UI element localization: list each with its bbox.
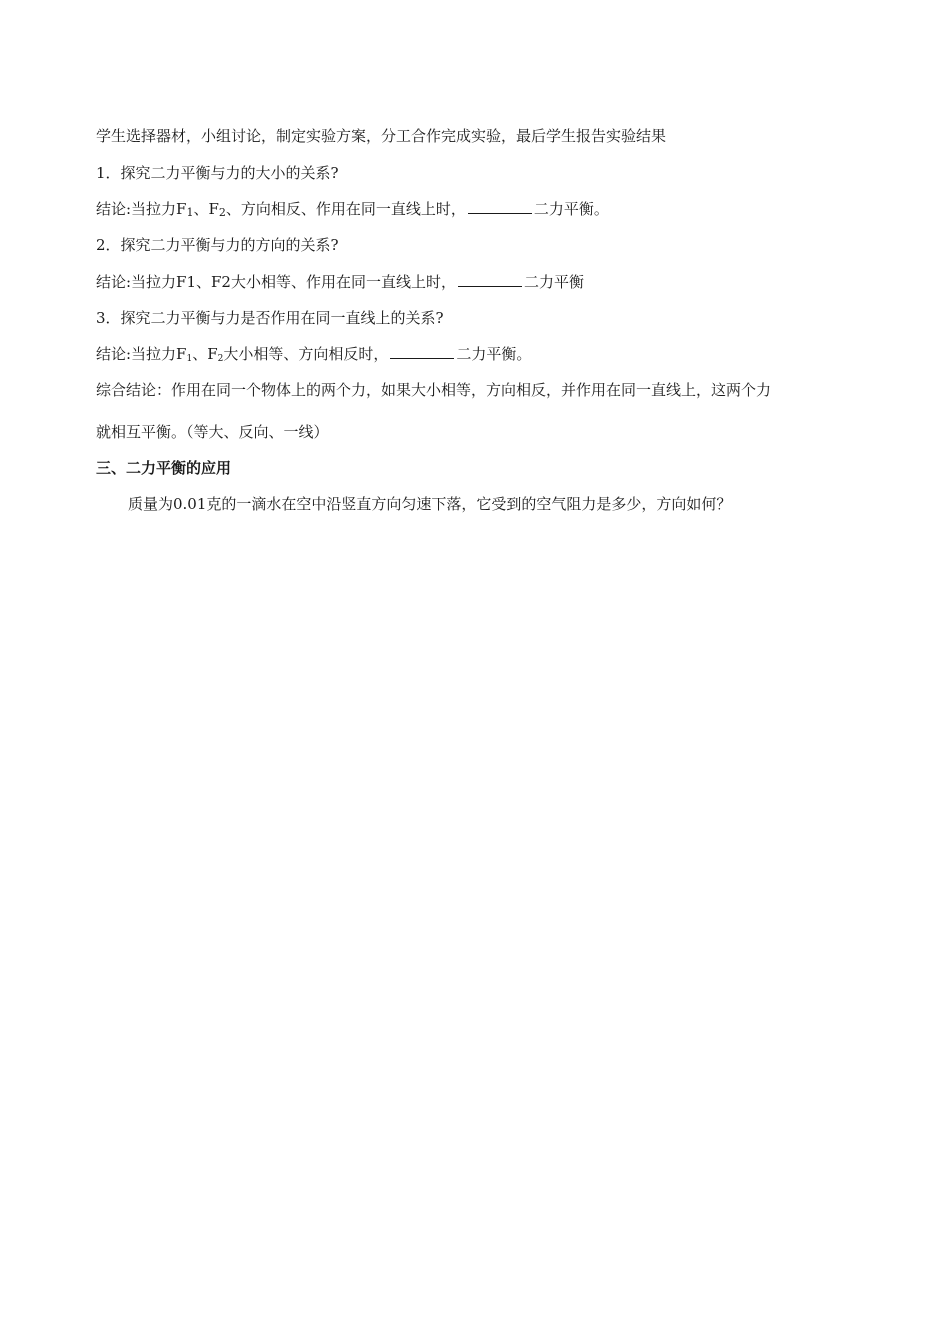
f1-subscript: 1 <box>186 206 194 219</box>
conclusion-3-sep: 、F <box>192 345 218 363</box>
intro-text: 学生选择器材，小组讨论，制定实验方案，分工合作完成实验，最后学生报告实验结果 <box>96 127 667 145</box>
summary-line-1: 综合结论：作用在同一个物体上的两个力，如果大小相等，方向相反，并作用在同一直线上，这两个力 <box>96 381 772 399</box>
application-problem: 质量为0.01克的一滴水在空中沿竖直方向匀速下落，它受到的空气阻力是多少，方向如何？ <box>128 495 732 513</box>
answer-blank-3[interactable] <box>390 344 454 359</box>
conclusion-1 <box>96 199 609 223</box>
conclusion-2 <box>96 272 584 292</box>
question-1: 1．探究二力平衡与力的大小的关系? <box>96 164 339 182</box>
section-3-heading: 三、二力平衡的应用 <box>96 459 232 477</box>
f2-subscript: 2 <box>217 354 224 364</box>
conclusion-3 <box>96 344 531 369</box>
f2-subscript: 2 <box>218 206 226 219</box>
conclusion-3-suffix: 二力平衡。 <box>456 345 532 363</box>
conclusion-1-suffix: 二力平衡。 <box>533 200 609 218</box>
answer-blank-2[interactable] <box>458 272 522 287</box>
question-3: 3．探究二力平衡与力是否作用在同一直线上的关系? <box>96 309 444 327</box>
question-2: 2．探究二力平衡与力的方向的关系? <box>96 236 339 254</box>
conclusion-2-suffix: 二力平衡 <box>523 273 584 291</box>
f1-subscript: 1 <box>186 354 193 364</box>
conclusion-2-prefix: 结论:当拉力F1、F2大小相等、作用在同一直线上时， <box>96 273 456 291</box>
answer-blank-1[interactable] <box>468 199 532 214</box>
conclusion-1-prefix: 结论:当拉力F <box>96 200 187 218</box>
summary-line-2: 就相互平衡。（等大、反向、一线） <box>96 423 329 441</box>
conclusion-3-prefix: 结论:当拉力F <box>96 345 187 363</box>
conclusion-1-mid: 、方向相反、作用在同一直线上时， <box>225 200 466 218</box>
conclusion-3-mid: 大小相等、方向相反时， <box>223 345 389 363</box>
conclusion-1-sep: 、F <box>193 200 219 218</box>
